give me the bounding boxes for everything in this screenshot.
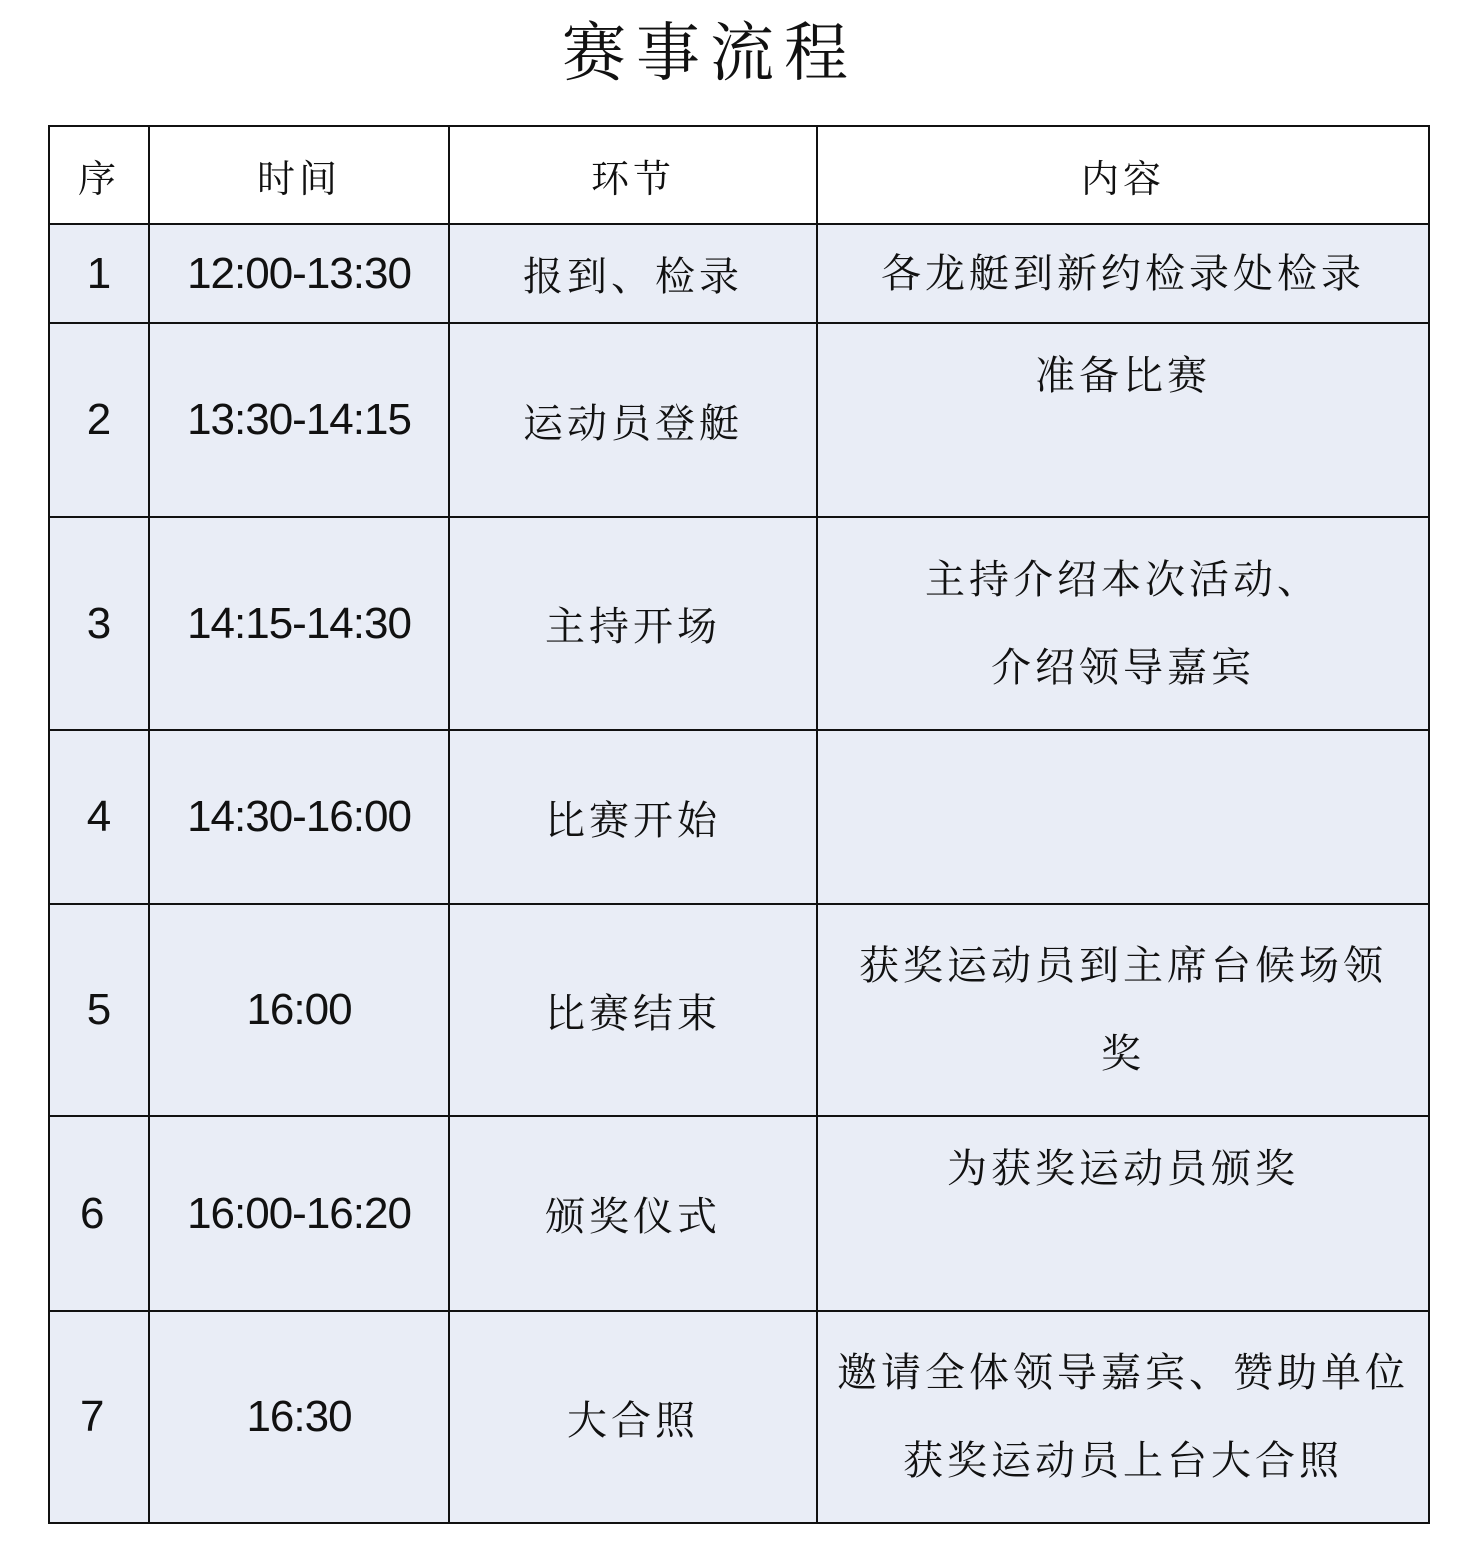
row-content (817, 1116, 1429, 1311)
row-time: 13:30-14:15 (149, 323, 449, 517)
table-row (49, 1311, 1429, 1523)
row-time: 16:00-16:20 (149, 1116, 449, 1311)
page-title: 赛事流程 (562, 17, 858, 91)
row-stage: 比赛开始 (449, 730, 817, 904)
row-no: 4 (49, 730, 149, 904)
row-content (817, 323, 1429, 517)
table-header-row (49, 126, 1429, 224)
table-row (49, 1116, 1429, 1311)
row-no: 3 (49, 517, 149, 730)
row-content (817, 224, 1429, 323)
row-time: 12:00-13:30 (149, 224, 449, 323)
row-no: 1 (49, 224, 149, 323)
table-row (49, 517, 1429, 730)
header-content: 内容 (817, 126, 1429, 224)
table-row (49, 224, 1429, 323)
row-time: 16:30 (149, 1311, 449, 1523)
row-no: 7 (49, 1311, 149, 1523)
row-time: 14:15-14:30 (149, 517, 449, 730)
content-line: 各龙艇到新约检录处检录 (881, 250, 1365, 297)
row-no: 2 (49, 323, 149, 517)
row-stage: 颁奖仪式 (449, 1116, 817, 1311)
header-stage: 环节 (449, 126, 817, 224)
table-row (49, 904, 1429, 1116)
table-row (49, 323, 1429, 517)
row-stage: 大合照 (449, 1311, 817, 1523)
row-content (817, 904, 1429, 1116)
row-no: 6 (49, 1116, 149, 1311)
schedule-table (48, 125, 1430, 1524)
row-time: 16:00 (149, 904, 449, 1116)
content-line: 邀请全体领导嘉宾、赞助单位 (837, 1350, 1409, 1396)
content-line: 奖 (1101, 1031, 1145, 1077)
content-line: 主持介绍本次活动、 (925, 556, 1321, 603)
content-line: 获奖运动员上台大合照 (903, 1438, 1343, 1484)
table-row (49, 730, 1429, 904)
row-stage: 报到、检录 (449, 224, 817, 323)
content-line: 获奖运动员到主席台候场领 (859, 943, 1387, 989)
row-no: 5 (49, 904, 149, 1116)
row-stage: 主持开场 (449, 517, 817, 730)
row-time: 14:30-16:00 (149, 730, 449, 904)
row-content (817, 1311, 1429, 1523)
header-no: 序 (49, 126, 149, 224)
content-line: 介绍领导嘉宾 (991, 644, 1255, 691)
header-time: 时间 (149, 126, 449, 224)
content-line: 为获奖运动员颁奖 (947, 1146, 1299, 1192)
row-stage: 比赛结束 (449, 904, 817, 1116)
row-content (817, 517, 1429, 730)
content-line: 准备比赛 (1035, 353, 1211, 399)
row-stage: 运动员登艇 (449, 323, 817, 517)
row-content (817, 730, 1429, 904)
